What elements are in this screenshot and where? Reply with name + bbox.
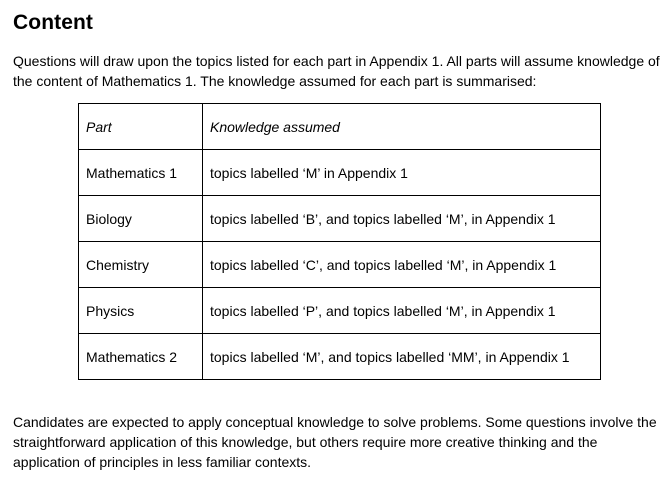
header-part: Part: [79, 104, 203, 150]
header-knowledge-assumed: Knowledge assumed: [203, 104, 601, 150]
knowledge-table: [78, 103, 601, 380]
part-cell: Chemistry: [79, 242, 203, 288]
knowledge-cell: topics labelled ‘C’, and topics labelled ‘M’, in Appendix 1: [203, 242, 601, 288]
intro-paragraph: Questions will draw upon the topics listed for each part in Appendix 1. All parts will assume knowledge of the content of Mathematics 1. The knowledge assumed for each part is summarised:: [13, 53, 660, 89]
table-header-row: [79, 104, 601, 150]
table-row: [79, 196, 601, 242]
table-row: [79, 242, 601, 288]
knowledge-cell: topics labelled ‘B’, and topics labelled ‘M’, in Appendix 1: [203, 196, 601, 242]
table-row: [79, 334, 601, 380]
part-cell: Mathematics 2: [79, 334, 203, 380]
knowledge-cell: topics labelled ‘M’ in Appendix 1: [203, 150, 601, 196]
table-row: [79, 288, 601, 334]
knowledge-cell: topics labelled ‘P’, and topics labelled ‘M’, in Appendix 1: [203, 288, 601, 334]
part-cell: Mathematics 1: [79, 150, 203, 196]
closing-paragraph: Candidates are expected to apply conceptual knowledge to solve problems. Some questions involve the straightforward application of this knowledge, but others require more creative thinking and the application of principles in less familiar contexts.: [13, 414, 657, 470]
part-cell: Biology: [79, 196, 203, 242]
page-title: Content: [13, 11, 94, 34]
part-cell: Physics: [79, 288, 203, 334]
table-row: [79, 150, 601, 196]
knowledge-cell: topics labelled ‘M’, and topics labelled ‘MM’, in Appendix 1: [203, 334, 601, 380]
